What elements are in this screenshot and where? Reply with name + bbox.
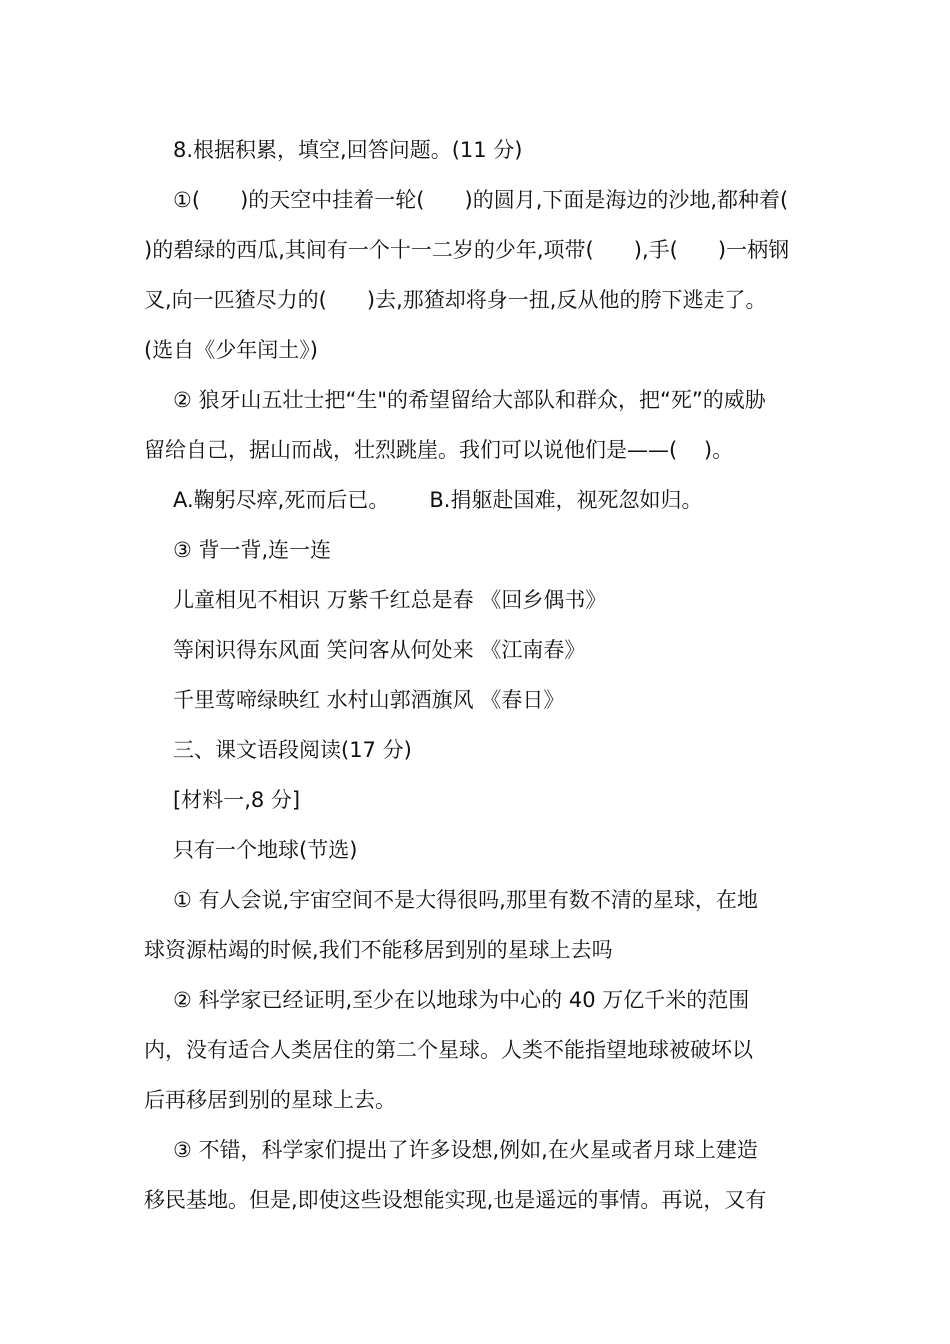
- paragraph-2-line: ② 科学家已经证明,至少在以地球为中心的 40 万亿千米的范围: [173, 988, 750, 1012]
- passage-source: (选自《少年闰土》): [144, 338, 318, 362]
- question-2-line: ② 狼牙山五壮士把“生"的希望留给大部队和群众，把“死”的威胁: [173, 388, 766, 412]
- question-2-line: 留给自己，据山而战，壮烈跳崖。我们可以说他们是——( )。: [144, 438, 734, 462]
- fill-in-passage-line: 叉,向一匹猹尽力的( )去,那猹却将身一扭,反从他的胯下逃走了。: [144, 288, 767, 312]
- section-3-heading: 三、课文语段阅读(17 分): [173, 738, 412, 762]
- matching-row: 千里莺啼绿映红 水村山郭酒旗风 《春日》: [173, 688, 565, 712]
- question-3-heading: ③ 背一背,连一连: [173, 538, 332, 562]
- paragraph-1-line: 球资源枯竭的时候,我们不能移居到别的星球上去吗: [144, 938, 613, 962]
- matching-row: 等闲识得东风面 笑问客从何处来 《江南春》: [173, 638, 586, 662]
- paragraph-3-line: 移民基地。但是,即使这些设想能实现,也是遥远的事情。再说，又有: [144, 1188, 767, 1212]
- passage-title: 只有一个地球(节选): [173, 838, 358, 862]
- fill-in-passage-line: )的碧绿的西瓜,其间有一个十一二岁的少年,项带( ),手( )一柄钢: [144, 238, 790, 262]
- material-label: [材料一,8 分]: [173, 788, 301, 812]
- answer-options: A.鞠躬尽瘁,死而后已。 B.捐躯赴国难，视死忽如归。: [173, 488, 703, 512]
- matching-row: 儿童相见不相识 万紫千红总是春 《回乡偶书》: [173, 588, 607, 612]
- paragraph-2-line: 后再移居到别的星球上去。: [144, 1088, 396, 1112]
- paragraph-3-line: ③ 不错，科学家们提出了许多设想,例如,在火星或者月球上建造: [173, 1138, 758, 1162]
- question-8-heading: 8.根据积累，填空,回答问题。(11 分): [173, 138, 523, 162]
- fill-in-passage-line: ①( )的天空中挂着一轮( )的圆月,下面是海边的沙地,都种着(: [173, 188, 789, 212]
- paragraph-2-line: 内，没有适合人类居住的第二个星球。人类不能指望地球被破坏以: [144, 1038, 753, 1062]
- paragraph-1-line: ① 有人会说,宇宙空间不是大得很吗,那里有数不清的星球，在地: [173, 888, 758, 912]
